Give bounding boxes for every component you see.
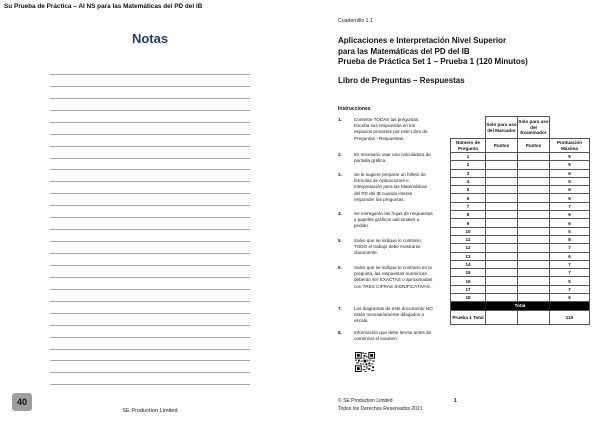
question-number-cell: 14 [451, 260, 486, 268]
examiner-points-cell [518, 161, 550, 169]
marker-points-cell [486, 186, 518, 194]
note-line [50, 135, 250, 147]
note-line [50, 314, 250, 326]
notes-title: Notas [131, 31, 169, 46]
note-line [50, 99, 250, 111]
marker-points-cell [486, 269, 518, 277]
instruction-item [338, 330, 448, 344]
examiner-points-cell [518, 177, 550, 185]
max-score-cell: 6 [550, 219, 590, 227]
instruction-text: Información que debe leerse antes de comenzar el examen: [354, 330, 432, 342]
question-number-cell: 3 [451, 169, 486, 177]
right-page-number: 1 [454, 398, 457, 404]
total-max-cell: 110 [550, 310, 590, 324]
note-line [50, 254, 250, 266]
copyright-line: © SE Production Limited [338, 398, 393, 404]
total-band-label: Total [451, 302, 590, 310]
examiner-points-cell [518, 227, 550, 235]
note-line [50, 266, 250, 278]
max-score-cell: 5 [550, 153, 590, 161]
running-head: Su Prueba de Práctica – AI NS para las Matemáticas del PD del IB [4, 3, 203, 10]
question-number-cell: 18 [451, 294, 486, 302]
question-number-cell: 1 [451, 153, 486, 161]
marks-table [450, 116, 590, 325]
instruction-number: 6. [338, 265, 342, 270]
table-row [451, 219, 590, 227]
question-number-cell: 4 [451, 177, 486, 185]
instruction-number: 2. [338, 152, 342, 157]
question-number-cell: 8 [451, 211, 486, 219]
table-row [451, 202, 590, 210]
instruction-text: Conteste TODAS las preguntas. Escriba sus respuestas en los espacios provistos por este Libro de Preguntas - Respuestas. [354, 117, 428, 141]
examiner-points-cell [518, 169, 550, 177]
page-number-badge: 40 [12, 393, 32, 411]
question-number-cell: 12 [451, 244, 486, 252]
table-row [451, 153, 590, 161]
instruction-item [338, 211, 448, 231]
max-score-cell: 6 [550, 294, 590, 302]
instruction-number: 4. [338, 211, 342, 216]
note-line [50, 218, 250, 230]
total-label-cell: Prueba 1 Total [451, 310, 486, 324]
table-row [451, 294, 590, 302]
instruction-item [338, 172, 448, 204]
note-line [50, 361, 250, 373]
examiner-points-cell [518, 252, 550, 260]
table-row [451, 186, 590, 194]
instruction-number: 8. [338, 330, 342, 335]
examiner-points-cell [518, 153, 550, 161]
question-number-cell: 5 [451, 186, 486, 194]
instruction-text: Salvo que se indique lo contrario, TODO el trabajo debe mostrarse claramente. [354, 238, 422, 256]
max-score-column-header: Puntuación Máxima [550, 139, 590, 153]
instruction-text: Se entregarán las hojas de respuestas y papeles gráficos adicionales a pedido. [354, 211, 433, 229]
instruction-number: 7. [338, 306, 342, 311]
max-score-cell: 7 [550, 202, 590, 210]
max-score-cell: 6 [550, 211, 590, 219]
table-row [451, 169, 590, 177]
notes-lines [50, 63, 250, 385]
note-line [50, 290, 250, 302]
instruction-item [338, 265, 448, 303]
empty-header-cell [550, 117, 590, 139]
instruction-item [338, 306, 448, 326]
note-line [50, 350, 250, 362]
examiner-total-cell [518, 310, 550, 324]
instruction-item [338, 117, 448, 143]
marker-points-cell [486, 227, 518, 235]
instruction-number: 5. [338, 238, 342, 243]
note-line [50, 147, 250, 159]
marker-points-cell [486, 235, 518, 243]
table-row [451, 194, 590, 202]
subtitle: Libro de Preguntas – Respuestas [338, 76, 465, 85]
marker-points-cell [486, 260, 518, 268]
marker-points-cell [486, 194, 518, 202]
question-number-cell: 10 [451, 227, 486, 235]
empty-header-cell [451, 117, 486, 139]
note-line [50, 170, 250, 182]
marker-header: Solo para uso del Marcador [486, 117, 518, 139]
max-score-cell: 5 [550, 177, 590, 185]
qr-code [355, 352, 375, 372]
note-line [50, 230, 250, 242]
instruction-text: Se le sugiere preparar un folleto de fórmulas de Aplicaciones e Interpretación para las Matemáticas del PD del IB cuando intente responder las preguntas. [354, 172, 428, 202]
max-score-cell: 5 [550, 227, 590, 235]
table-row [451, 252, 590, 260]
instruction-number: 1. [338, 117, 342, 122]
examiner-points-cell [518, 269, 550, 277]
copyright-footer [338, 398, 423, 413]
marker-points-cell [486, 177, 518, 185]
max-score-cell: 6 [550, 186, 590, 194]
question-number-cell: 17 [451, 285, 486, 293]
max-score-cell: 5 [550, 161, 590, 169]
note-line [50, 373, 250, 385]
examiner-points-cell [518, 194, 550, 202]
marker-points-cell [486, 211, 518, 219]
main-title-line: Aplicaciones e Interpretación Nivel Superior [338, 36, 507, 45]
examiner-points-cell [518, 219, 550, 227]
table-row [451, 161, 590, 169]
examiner-points-cell [518, 202, 550, 210]
instructions-heading: Instrucciones [338, 106, 371, 112]
question-number-cell: 16 [451, 277, 486, 285]
max-score-cell: 6 [550, 252, 590, 260]
examiner-points-cell [518, 244, 550, 252]
note-line [50, 159, 250, 171]
marker-points-cell [486, 277, 518, 285]
main-title [338, 36, 528, 68]
question-number-cell: 6 [451, 194, 486, 202]
examiner-points-cell [518, 211, 550, 219]
marker-points-cell [486, 153, 518, 161]
table-row [451, 277, 590, 285]
instruction-item [338, 152, 448, 166]
question-number-cell: 9 [451, 219, 486, 227]
note-line [50, 206, 250, 218]
points-column-header: Puntos [518, 139, 550, 153]
max-score-cell: 7 [550, 260, 590, 268]
examiner-points-cell [518, 294, 550, 302]
table-row [451, 227, 590, 235]
note-line [50, 302, 250, 314]
table-row [451, 211, 590, 219]
max-score-cell: 7 [550, 244, 590, 252]
marker-total-cell [486, 310, 518, 324]
table-row [451, 177, 590, 185]
points-column-header: Puntos [486, 139, 518, 153]
marker-points-cell [486, 161, 518, 169]
examiner-header: Solo para uso del Examinador [518, 117, 550, 139]
main-title-line: para las Matemáticas del PD del IB [338, 46, 470, 56]
question-column-header: Número de Pregunta [451, 139, 486, 153]
examiner-points-cell [518, 260, 550, 268]
marker-points-cell [486, 294, 518, 302]
note-line [50, 278, 250, 290]
booklet-label: Cuadernillo 1.1 [338, 18, 373, 24]
marker-points-cell [486, 169, 518, 177]
max-score-cell: 6 [550, 194, 590, 202]
table-row [451, 244, 590, 252]
note-line [50, 87, 250, 99]
note-line [50, 75, 250, 87]
total-row [451, 310, 590, 324]
note-line [50, 182, 250, 194]
note-line [50, 111, 250, 123]
question-number-cell: 2 [451, 161, 486, 169]
max-score-cell: 7 [550, 285, 590, 293]
rights-line: Todos los Derechos Reservados 2021 [338, 405, 423, 412]
marker-points-cell [486, 285, 518, 293]
question-number-cell: 15 [451, 269, 486, 277]
max-score-cell: 6 [550, 169, 590, 177]
marker-points-cell [486, 202, 518, 210]
note-line [50, 194, 250, 206]
table-row [451, 235, 590, 243]
note-line [50, 338, 250, 350]
note-line [50, 326, 250, 338]
main-title-line: Prueba de Práctica Set 1 – Prueba 1 (120 Minutos) [338, 57, 528, 67]
right-page [300, 0, 600, 424]
table-row [451, 260, 590, 268]
max-score-cell: 7 [550, 269, 590, 277]
left-footer: SE Production Limited [122, 408, 178, 414]
marker-points-cell [486, 244, 518, 252]
question-number-cell: 13 [451, 252, 486, 260]
examiner-points-cell [518, 235, 550, 243]
marker-points-cell [486, 219, 518, 227]
note-line [50, 123, 250, 135]
table-row [451, 285, 590, 293]
instruction-text: Los diagramas de este documento NO están necesariamente dibujados a escala. [354, 306, 433, 324]
total-band-row [451, 302, 590, 310]
table-row [451, 269, 590, 277]
note-line [50, 242, 250, 254]
question-number-cell: 7 [451, 202, 486, 210]
examiner-points-cell [518, 277, 550, 285]
max-score-cell: 5 [550, 277, 590, 285]
instruction-text: Salvo que se indique lo contrario en la pregunta, las respuestas numéricas deberán ser EXACTAS o aproximadas con TRES CIFRAS SIGNIFICATIVAS. [354, 265, 433, 289]
instruction-item [338, 238, 448, 258]
instruction-text: Es necesario usar una calculadora de pantalla gráfica. [354, 152, 431, 164]
instruction-number: 3. [338, 172, 342, 177]
question-number-cell: 11 [451, 235, 486, 243]
examiner-points-cell [518, 285, 550, 293]
examiner-points-cell [518, 186, 550, 194]
max-score-cell: 8 [550, 235, 590, 243]
note-line [50, 63, 250, 75]
marker-points-cell [486, 252, 518, 260]
